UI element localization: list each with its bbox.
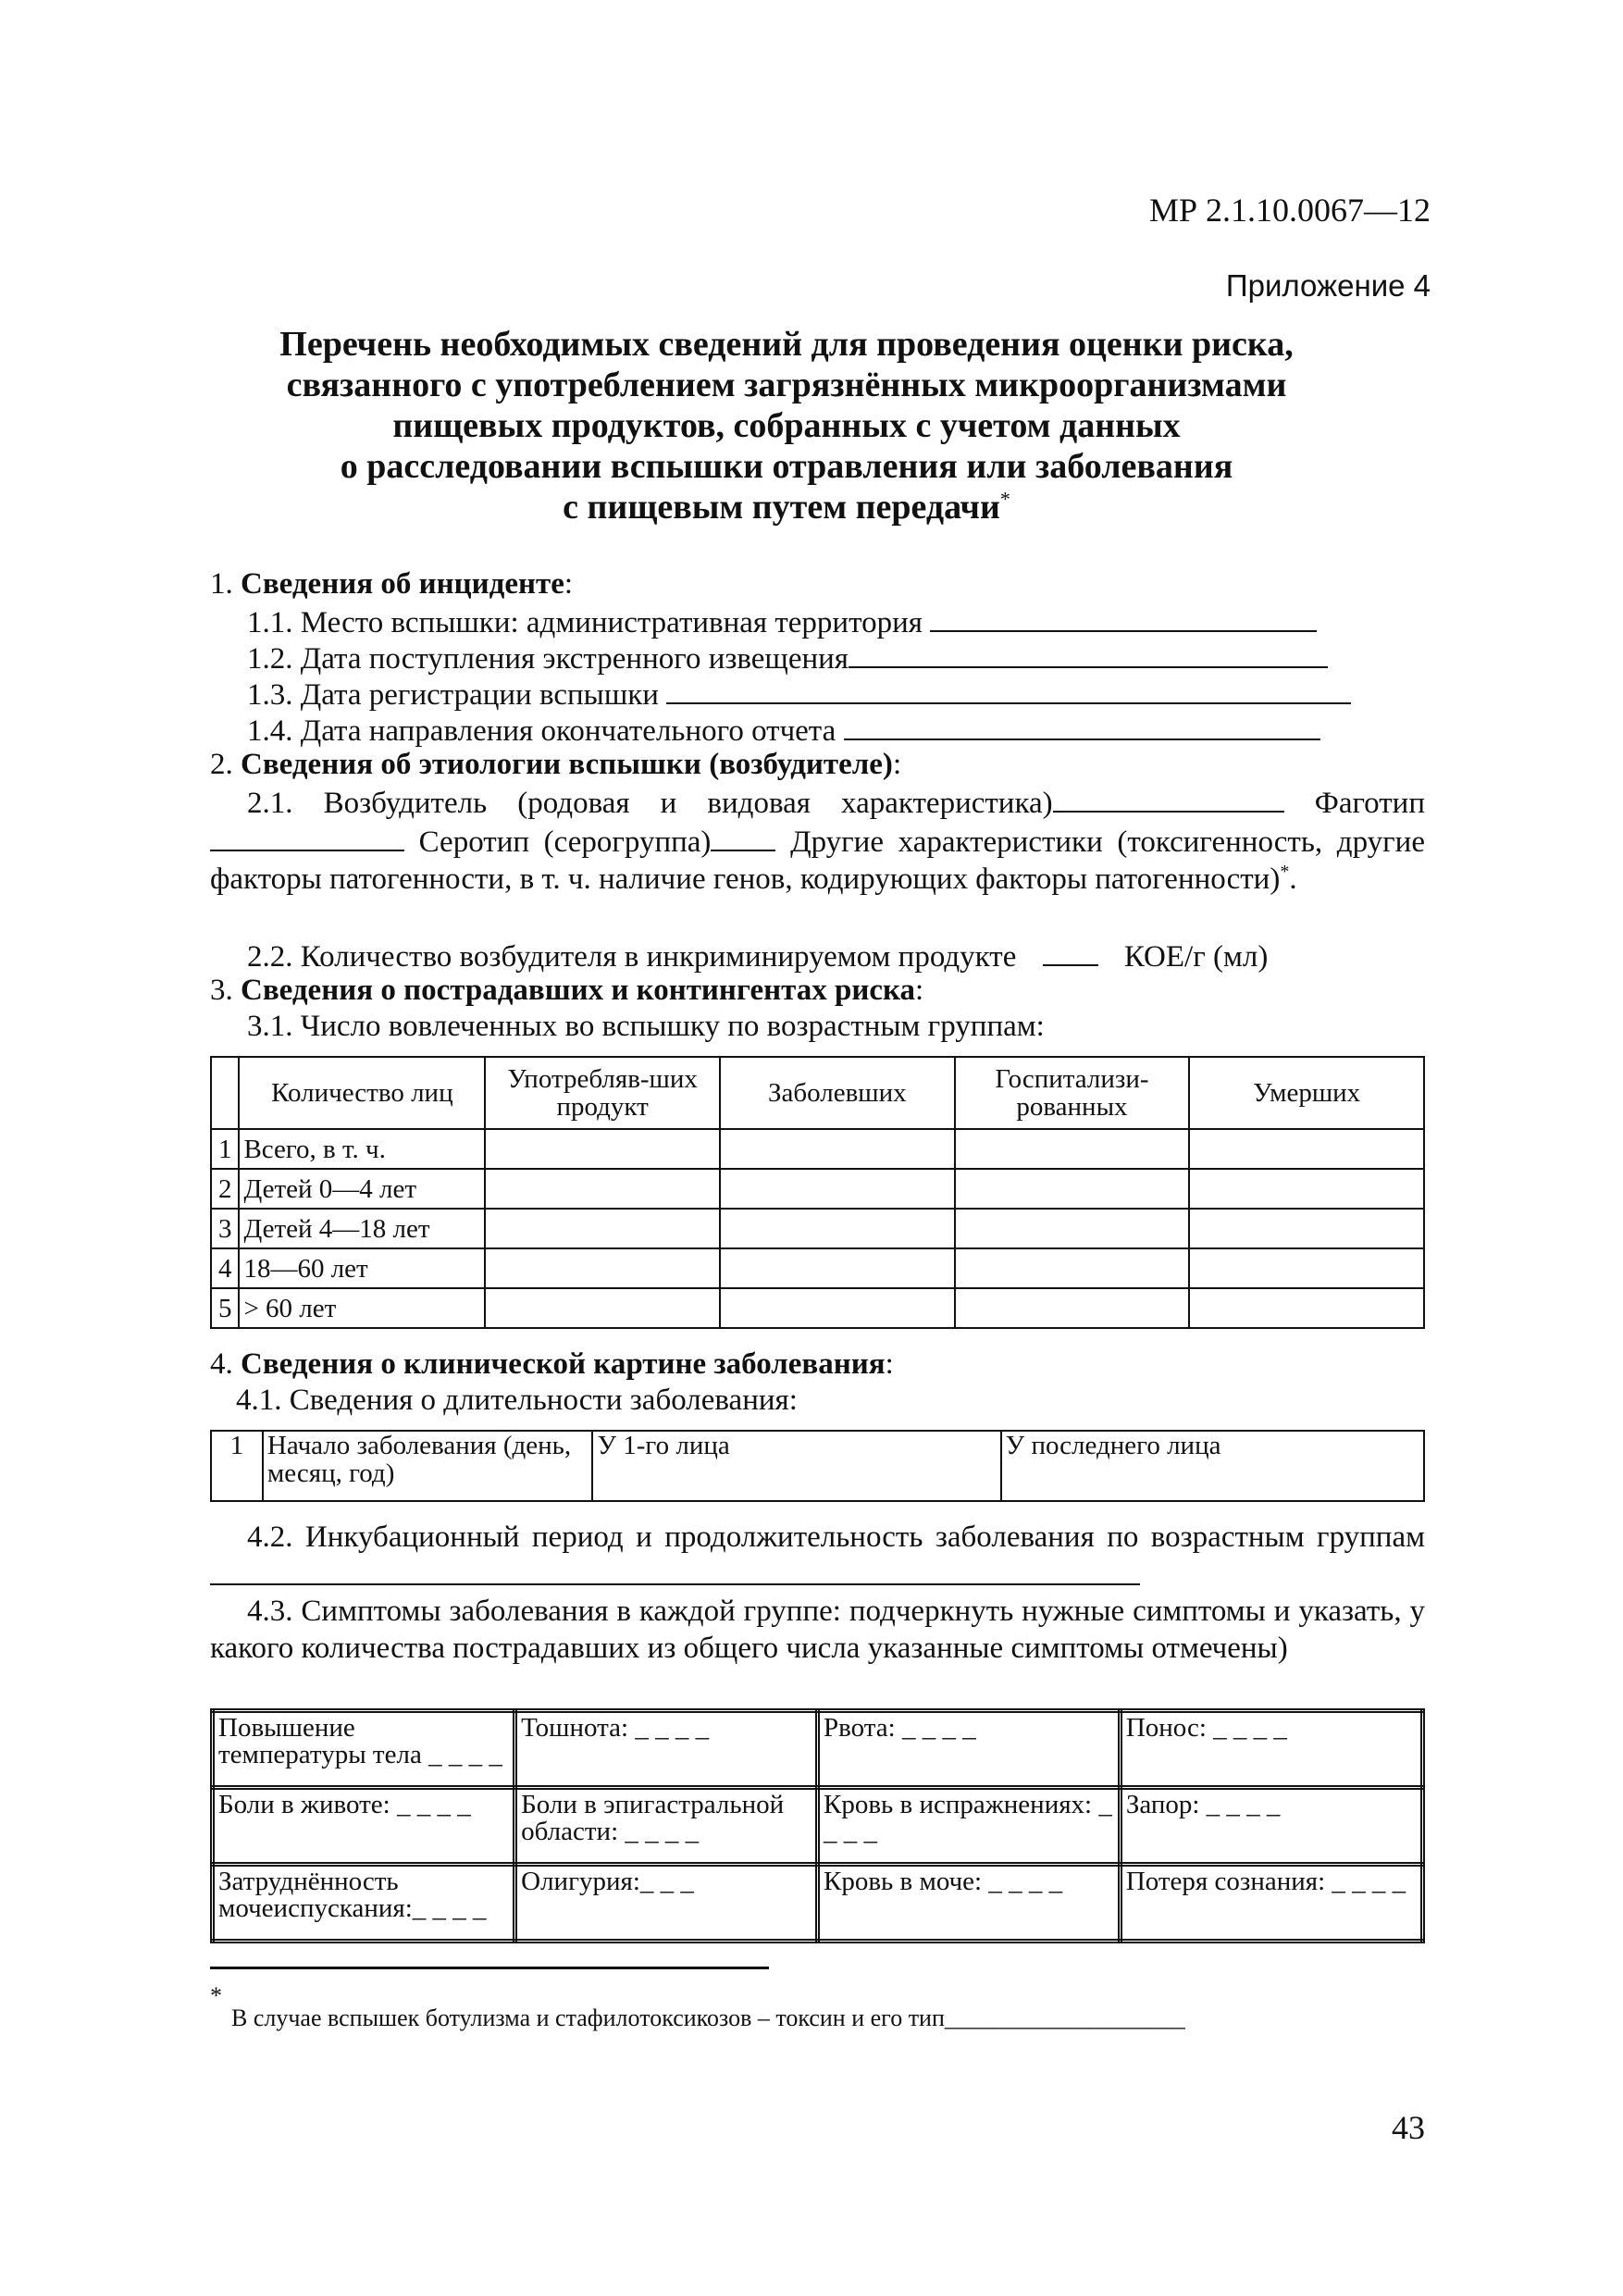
title-footnote-mark: * [999, 487, 1010, 511]
section-4-heading [210, 1347, 894, 1382]
footnote-divider [210, 1967, 769, 1969]
section-1-number: 1. [210, 567, 241, 601]
item-4-1: 4.1. Сведения о длительности заболевания: [236, 1384, 798, 1417]
age-table-header-hospitalized: Госпитализи-рованных [955, 1057, 1190, 1129]
age-table-row [211, 1169, 1424, 1209]
item-2-2-unit: КОЕ/г (мл) [1123, 940, 1269, 974]
symptom-oliguria-cell[interactable]: Олигурия:_ _ _ [515, 1865, 818, 1942]
age-table-cell[interactable] [485, 1169, 720, 1209]
item-1-2-label: 1.2. Дата поступления экстренного извещения [247, 642, 849, 676]
age-table-cell[interactable] [485, 1209, 720, 1248]
item-2-2 [247, 937, 1425, 974]
item-2-1-footnote-mark: * [1280, 862, 1290, 882]
item-2-2-blank[interactable] [1043, 937, 1098, 966]
duration-last-person[interactable]: У последнего лица [1001, 1431, 1424, 1501]
page-number: 43 [1392, 2109, 1425, 2146]
serotype-blank[interactable] [711, 822, 775, 851]
age-table-cell[interactable] [485, 1248, 720, 1288]
age-table-row-number: 2 [211, 1169, 239, 1209]
symptom-blood-in-stool-cell[interactable]: Кровь в испражнениях: _ _ _ _ [818, 1788, 1121, 1865]
age-table-cell[interactable] [485, 1288, 720, 1328]
age-table-cell[interactable] [955, 1209, 1190, 1248]
age-table-row-number: 1 [211, 1129, 239, 1169]
age-table-row-label: Всего, в т. ч. [239, 1129, 485, 1169]
age-table-cell[interactable] [485, 1129, 720, 1169]
title-line-1: Перечень необходимых сведений для проведения оценки риска, [279, 325, 1294, 364]
age-table-cell[interactable] [720, 1169, 955, 1209]
pathogen-blank[interactable] [1053, 783, 1284, 813]
item-3-1: 3.1. Число вовлеченных во вспышку по возрастным группам: [247, 1010, 1045, 1043]
section-1-title: Сведения об инциденте [241, 567, 564, 601]
section-1-colon: : [564, 567, 574, 601]
item-4-2-label: 4.2. Инкубационный период и продолжительность заболевания по возрастным группам [247, 1520, 1425, 1554]
age-group-table [210, 1056, 1425, 1329]
duration-table [210, 1430, 1425, 1502]
item-1-1-blank[interactable] [930, 602, 1317, 632]
section-2-colon: : [892, 748, 902, 781]
symptom-constipation-cell[interactable]: Запор: _ _ _ _ [1120, 1788, 1422, 1865]
age-table-row-label: Детей 0—4 лет [239, 1169, 485, 1209]
age-table-header-row [211, 1057, 1424, 1129]
document-code: МР 2.1.10.0067—12 [1148, 192, 1431, 229]
section-3-colon: : [915, 974, 924, 1007]
item-1-4 [247, 711, 1320, 749]
item-1-4-label: 1.4. Дата направления окончательного отчета [247, 714, 836, 748]
appendix-label: Приложение 4 [1225, 268, 1431, 303]
symptom-nausea-cell[interactable]: Тошнота: _ _ _ _ [515, 1711, 818, 1788]
item-4-3: 4.3. Симптомы заболевания в каждой группе: подчеркнуть нужные симптомы и указать, у какого количества пострадавших из общего числа указанные симптомы отмечены) [210, 1595, 1425, 1665]
title-line-4: о расследовании вспышки отравления или заболевания [340, 447, 1233, 486]
age-table-header-consumed: Употребляв-ших продукт [485, 1057, 720, 1129]
age-table-cell[interactable] [720, 1288, 955, 1328]
symptom-unconsciousness-cell[interactable]: Потеря сознания: _ _ _ _ [1120, 1865, 1422, 1942]
document-title [185, 324, 1388, 527]
item-2-2-label: 2.2. Количество возбудителя в инкриминируемом продукте [247, 940, 1017, 974]
age-table-row [211, 1248, 1424, 1288]
symptom-vomiting-cell[interactable]: Рвота: _ _ _ _ [818, 1711, 1121, 1788]
age-table-cell[interactable] [955, 1129, 1190, 1169]
age-table-cell[interactable] [720, 1209, 955, 1248]
footnote-mark: * [210, 1982, 222, 2009]
item-1-4-blank[interactable] [844, 711, 1320, 740]
section-2-number: 2. [210, 748, 241, 781]
duration-first-person[interactable]: У 1-го лица [592, 1431, 1000, 1501]
item-2-1-text-d: Другие характеристики (токсигенность, другие факторы патогенности, в т. ч. наличие генов, кодирующих факторы патогенности) [210, 825, 1425, 896]
section-3-number: 3. [210, 974, 241, 1007]
symptom-hematuria-cell[interactable]: Кровь в моче: _ _ _ _ [818, 1865, 1121, 1942]
title-line-3: пищевых продуктов, собранных с учетом данных [392, 406, 1181, 445]
phagotype-blank[interactable] [210, 822, 404, 851]
age-table-cell[interactable] [955, 1288, 1190, 1328]
item-4-2-blank[interactable] [210, 1556, 1140, 1585]
symptoms-row [213, 1865, 1423, 1942]
item-1-2-blank[interactable] [849, 639, 1328, 668]
age-table-cell[interactable] [1189, 1288, 1424, 1328]
age-table-header-num [211, 1057, 239, 1129]
item-4-2 [210, 1519, 1425, 1595]
age-table-row-number: 4 [211, 1248, 239, 1288]
age-table-cell[interactable] [1189, 1129, 1424, 1169]
symptom-dysuria-cell[interactable]: Затруднённость мочеиспускания:_ _ _ _ [213, 1865, 515, 1942]
section-1-heading [210, 566, 573, 602]
age-table-header-count: Количество лиц [239, 1057, 485, 1129]
age-table-row-label: > 60 лет [239, 1288, 485, 1328]
duration-row-number: 1 [211, 1431, 263, 1501]
age-table-row [211, 1209, 1424, 1248]
item-2-1-period: . [1289, 863, 1297, 896]
title-line-5-text: с пищевым путем передачи [563, 488, 1000, 527]
duration-table-row [211, 1431, 1424, 1501]
age-table-row-number: 3 [211, 1209, 239, 1248]
age-table-cell[interactable] [720, 1129, 955, 1169]
section-4-number: 4. [210, 1347, 241, 1381]
age-table-cell[interactable] [1189, 1169, 1424, 1209]
age-table-row-number: 5 [211, 1288, 239, 1328]
symptom-epigastric-pain-cell[interactable]: Боли в эпигастральной области: _ _ _ _ [515, 1788, 818, 1865]
section-2-title: Сведения об этиологии вспышки (возбудителе) [241, 748, 893, 781]
age-table-header-ill: Заболевших [720, 1057, 955, 1129]
item-2-1-text-b: Фаготип [1283, 787, 1425, 820]
section-3-heading [210, 973, 923, 1008]
section-2-heading [210, 747, 901, 782]
symptom-fever-cell[interactable]: Повышение температуры тела _ _ _ _ [213, 1711, 515, 1788]
item-1-3 [247, 675, 1351, 713]
item-2-1-text-a: 2.1. Возбудитель (родовая и видовая характеристика) [247, 787, 1053, 820]
section-3-title: Сведения о пострадавших и контингентах риска [241, 974, 916, 1007]
age-table-cell[interactable] [955, 1248, 1190, 1288]
duration-onset-label: Начало заболевания (день, месяц, год) [263, 1431, 593, 1501]
age-table-cell[interactable] [955, 1169, 1190, 1209]
item-1-2 [247, 639, 1328, 676]
title-line-2: связанного с употреблением загрязнённых микроорганизмами [286, 366, 1287, 404]
item-1-1-label: 1.1. Место вспышки: административная территория [247, 606, 923, 639]
symptom-abdominal-pain-cell[interactable]: Боли в животе: _ _ _ _ [213, 1788, 515, 1865]
age-table-row-label: 18—60 лет [239, 1248, 485, 1288]
item-1-3-label: 1.3. Дата регистрации вспышки [247, 678, 659, 712]
symptoms-row [213, 1711, 1423, 1788]
age-table-cell[interactable] [720, 1248, 955, 1288]
item-2-1-text-c: Серотип (серогруппа) [404, 825, 712, 859]
symptoms-row [213, 1788, 1423, 1865]
title-line-5 [185, 487, 1388, 527]
item-2-1 [210, 783, 1425, 898]
section-4-title: Сведения о клинической картине заболевания [241, 1347, 886, 1381]
age-table-row-label: Детей 4—18 лет [239, 1209, 485, 1248]
symptom-diarrhea-cell[interactable]: Понос: _ _ _ _ [1120, 1711, 1422, 1788]
age-table-row [211, 1129, 1424, 1169]
age-table-cell[interactable] [1189, 1248, 1424, 1288]
section-4-colon: : [885, 1347, 894, 1381]
footnote-text: В случае вспышек ботулизма и стафилотоксикозов – токсин и его тип____________________ [231, 2004, 1185, 2031]
age-table-cell[interactable] [1189, 1209, 1424, 1248]
symptoms-table [210, 1708, 1425, 1943]
age-table-row [211, 1288, 1424, 1328]
item-1-1 [247, 602, 1425, 640]
item-1-3-blank[interactable] [666, 675, 1351, 704]
age-table-header-deceased: Умерших [1189, 1057, 1424, 1129]
